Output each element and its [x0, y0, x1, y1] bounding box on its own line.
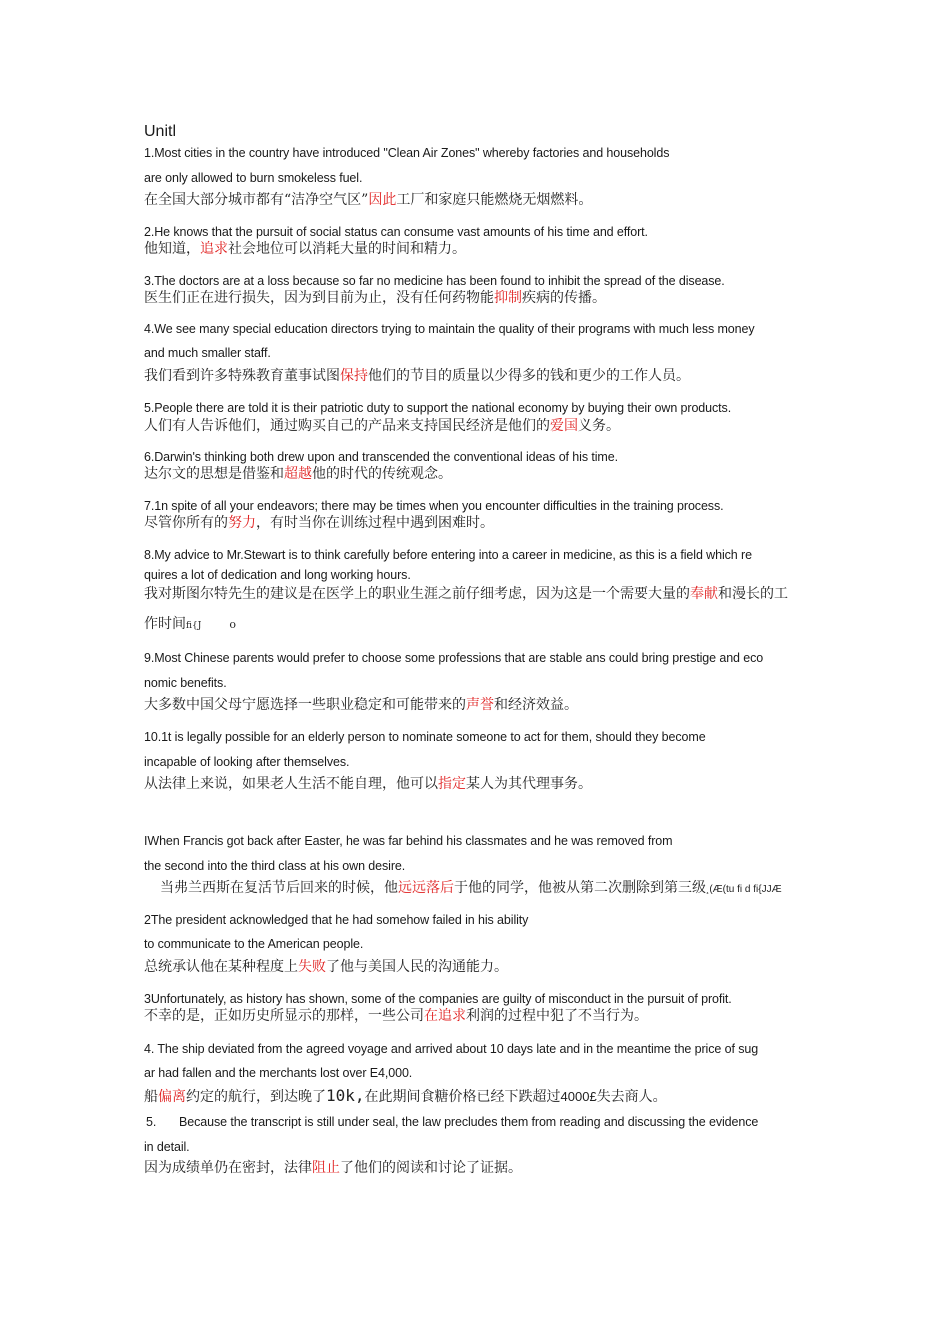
garbled-glyphs: ¸(Æ(tu fi d fi{JJÆ [706, 884, 782, 895]
sentence-7-english: 7.1n spite of all your endeavors; there may be times when you encounter difficulties in the training process. [144, 499, 724, 513]
highlight-term: 远远落后 [398, 880, 454, 896]
sentence-4-english-line-2: and much smaller staff. [144, 346, 271, 360]
highlight-term: 爱国 [550, 418, 578, 434]
text-segment: 和漫长的工 [718, 586, 788, 602]
section2-sentence-4-english-line-2: ar had fallen and the merchants lost over E4,000. [144, 1066, 413, 1080]
highlight-term: 保持 [340, 368, 368, 384]
sentence-10-chinese [144, 776, 592, 793]
text-segment: 了他与美国人民的沟通能力。 [326, 959, 508, 975]
section2-sentence-3-english: 3Unfortunately, as history has shown, some of the companies are guilty of misconduct in the pursuit of profit. [144, 992, 732, 1006]
highlight-term: 努力 [228, 515, 256, 531]
sentence-1-chinese [144, 192, 592, 209]
text-segment: Because the transcript is still under seal, the law precludes them from reading and discussing the evidence [179, 1115, 759, 1129]
text-segment: 他们的节目的质量以少得多的钱和更少的工作人员。 [368, 368, 690, 384]
sentence-4-chinese [144, 368, 690, 385]
highlight-term: 奉献 [690, 586, 718, 602]
sentence-6-english: 6.Darwin's thinking both drew upon and transcended the conventional ideas of his time. [144, 450, 618, 464]
text-segment: 某人为其代理事务。 [466, 776, 592, 792]
highlight-term: 抑制 [494, 290, 522, 306]
text-segment: 当弗兰西斯在复活节后回来的时候，他 [160, 880, 398, 896]
sentence-5-chinese [144, 418, 620, 435]
sentence-4-english-line-1: 4.We see many special education directors trying to maintain the quality of their programs with much less money [144, 322, 755, 336]
page-title: Unitl [144, 123, 177, 140]
section2-sentence-2-chinese [144, 959, 508, 976]
text-segment: 疾病的传播。 [522, 290, 606, 306]
text-segment: 在此期间食糖价格已经下跌超过 [364, 1089, 561, 1105]
sentence-5-english: 5.People there are told it is their patriotic duty to support the national economy by buying their own products. [144, 401, 732, 415]
section2-sentence-1-english-line-2: the second into the third class at his own desire. [144, 859, 406, 873]
highlight-term: 因此 [368, 192, 397, 208]
sentence-9-english-line-1: 9.Most Chinese parents would prefer to choose some professions that are stable ans could bring prestige and eco [144, 651, 764, 665]
highlight-term: 超越 [284, 466, 312, 482]
section2-sentence-5-english-line-1 [144, 1115, 758, 1130]
text-segment: ，有时当你在训练过程中遇到困难时。 [256, 515, 494, 531]
text-segment-mono: 10k, [326, 1086, 365, 1105]
text-segment: 总统承认他在某种程度上 [144, 959, 298, 975]
text-segment: 在全国大部分城市都有“洁净空气区” [144, 192, 369, 208]
text-segment: 利润的过程中犯了不当行为。 [466, 1008, 648, 1024]
section2-sentence-3-chinese [144, 1008, 648, 1025]
sentence-2-english: 2.He knows that the pursuit of social status can consume vast amounts of his time and effort. [144, 225, 648, 239]
sentence-8-chinese-line-1 [144, 586, 788, 603]
text-segment: 我对斯图尔特先生的建议是在医学上的职业生涯之前仔细考虑，因为这是一个需要大量的 [144, 586, 690, 602]
text-segment: 义务。 [578, 418, 620, 434]
sentence-7-chinese [144, 515, 494, 532]
text-segment: 因为成绩单仍在密封，法律 [144, 1160, 312, 1176]
amount-value: 4000£ [560, 1089, 597, 1104]
sentence-9-english-line-2: nomic benefits. [144, 676, 227, 690]
highlight-term: 失败 [298, 959, 326, 975]
section2-sentence-1-chinese [160, 880, 782, 897]
sentence-3-english: 3.The doctors are at a loss because so far no medicine has been found to inhibit the spread of the disease. [144, 274, 725, 288]
sentence-9-chinese [144, 697, 578, 714]
text-segment: 作时间 [144, 616, 186, 632]
text-segment: 约定的航行，到达晚了 [186, 1089, 326, 1105]
highlight-term: 追求 [200, 241, 228, 257]
section2-sentence-2-english-line-2: to communicate to the American people. [144, 937, 364, 951]
text-segment: 达尔文的思想是借鉴和 [144, 466, 284, 482]
sentence-2-chinese [144, 241, 466, 258]
section2-sentence-4-english-line-1: 4. The ship deviated from the agreed voyage and arrived about 10 days late and in the meantime the price of sug [144, 1042, 759, 1056]
sentence-8-chinese-line-2 [144, 616, 236, 633]
sentence-10-english-line-2: incapable of looking after themselves. [144, 755, 350, 769]
text-segment: o [229, 618, 236, 631]
highlight-term: 偏离 [158, 1089, 186, 1105]
section2-sentence-1-english-line-1: IWhen Francis got back after Easter, he was far behind his classmates and he was removed from [144, 834, 673, 848]
text-segment: 人们有人告诉他们，通过购买自己的产品来支持国民经济是他们的 [144, 418, 550, 434]
text-segment: 尽管你所有的 [144, 515, 228, 531]
text-segment: 大多数中国父母宁愿选择一些职业稳定和可能带来的 [144, 697, 466, 713]
text-segment: 失去商人。 [596, 1089, 667, 1105]
section2-sentence-4-chinese [144, 1086, 667, 1106]
text-segment: 从法律上来说，如果老人生活不能自理，他可以 [144, 776, 438, 792]
text-segment: 他知道， [144, 241, 200, 257]
text-segment: 社会地位可以消耗大量的时间和精力。 [228, 241, 466, 257]
sentence-10-english-line-1: 10.1t is legally possible for an elderly person to nominate someone to act for them, should they become [144, 730, 706, 744]
highlight-term: 在追求 [424, 1008, 466, 1024]
text-segment: 他的时代的传统观念。 [312, 466, 452, 482]
highlight-term: 阻止 [312, 1160, 340, 1176]
sentence-8-english-line-2: quires a lot of dedication and long working hours. [144, 568, 411, 582]
section2-sentence-5-chinese [144, 1160, 522, 1177]
text-segment: 和经济效益。 [494, 697, 578, 713]
text-segment: 了他们的阅读和讨论了证据。 [340, 1160, 522, 1176]
highlight-term: 声誉 [466, 697, 494, 713]
sentence-1-english-line-2: are only allowed to burn smokeless fuel. [144, 171, 363, 185]
section2-sentence-2-english-line-1: 2The president acknowledged that he had somehow failed in his ability [144, 913, 529, 927]
sentence-3-chinese [144, 290, 606, 307]
text-segment: 我们看到许多特殊教育董事试图 [144, 368, 340, 384]
text-segment: 船 [144, 1089, 158, 1105]
text-segment: 医生们正在进行损失，因为到目前为止，没有任何药物能 [144, 290, 494, 306]
highlight-term: 指定 [438, 776, 466, 792]
list-number: 5. [146, 1115, 157, 1129]
text-segment: 工厂和家庭只能燃烧无烟燃料。 [396, 192, 593, 208]
section2-sentence-5-english-line-2: in detail. [144, 1140, 190, 1154]
text-segment: 于他的同学，他被从第二次删除到第三级 [454, 880, 706, 896]
garbled-glyphs: fi{J [186, 621, 202, 631]
text-segment: 不幸的是，正如历史所显示的那样，一些公司 [144, 1008, 424, 1024]
sentence-1-english-line-1: 1.Most cities in the country have introduced "Clean Air Zones" whereby factories and households [144, 146, 670, 160]
sentence-6-chinese [144, 466, 452, 483]
sentence-8-english-line-1: 8.My advice to Mr.Stewart is to think carefully before entering into a career in medicine, as this is a field which re [144, 548, 752, 562]
